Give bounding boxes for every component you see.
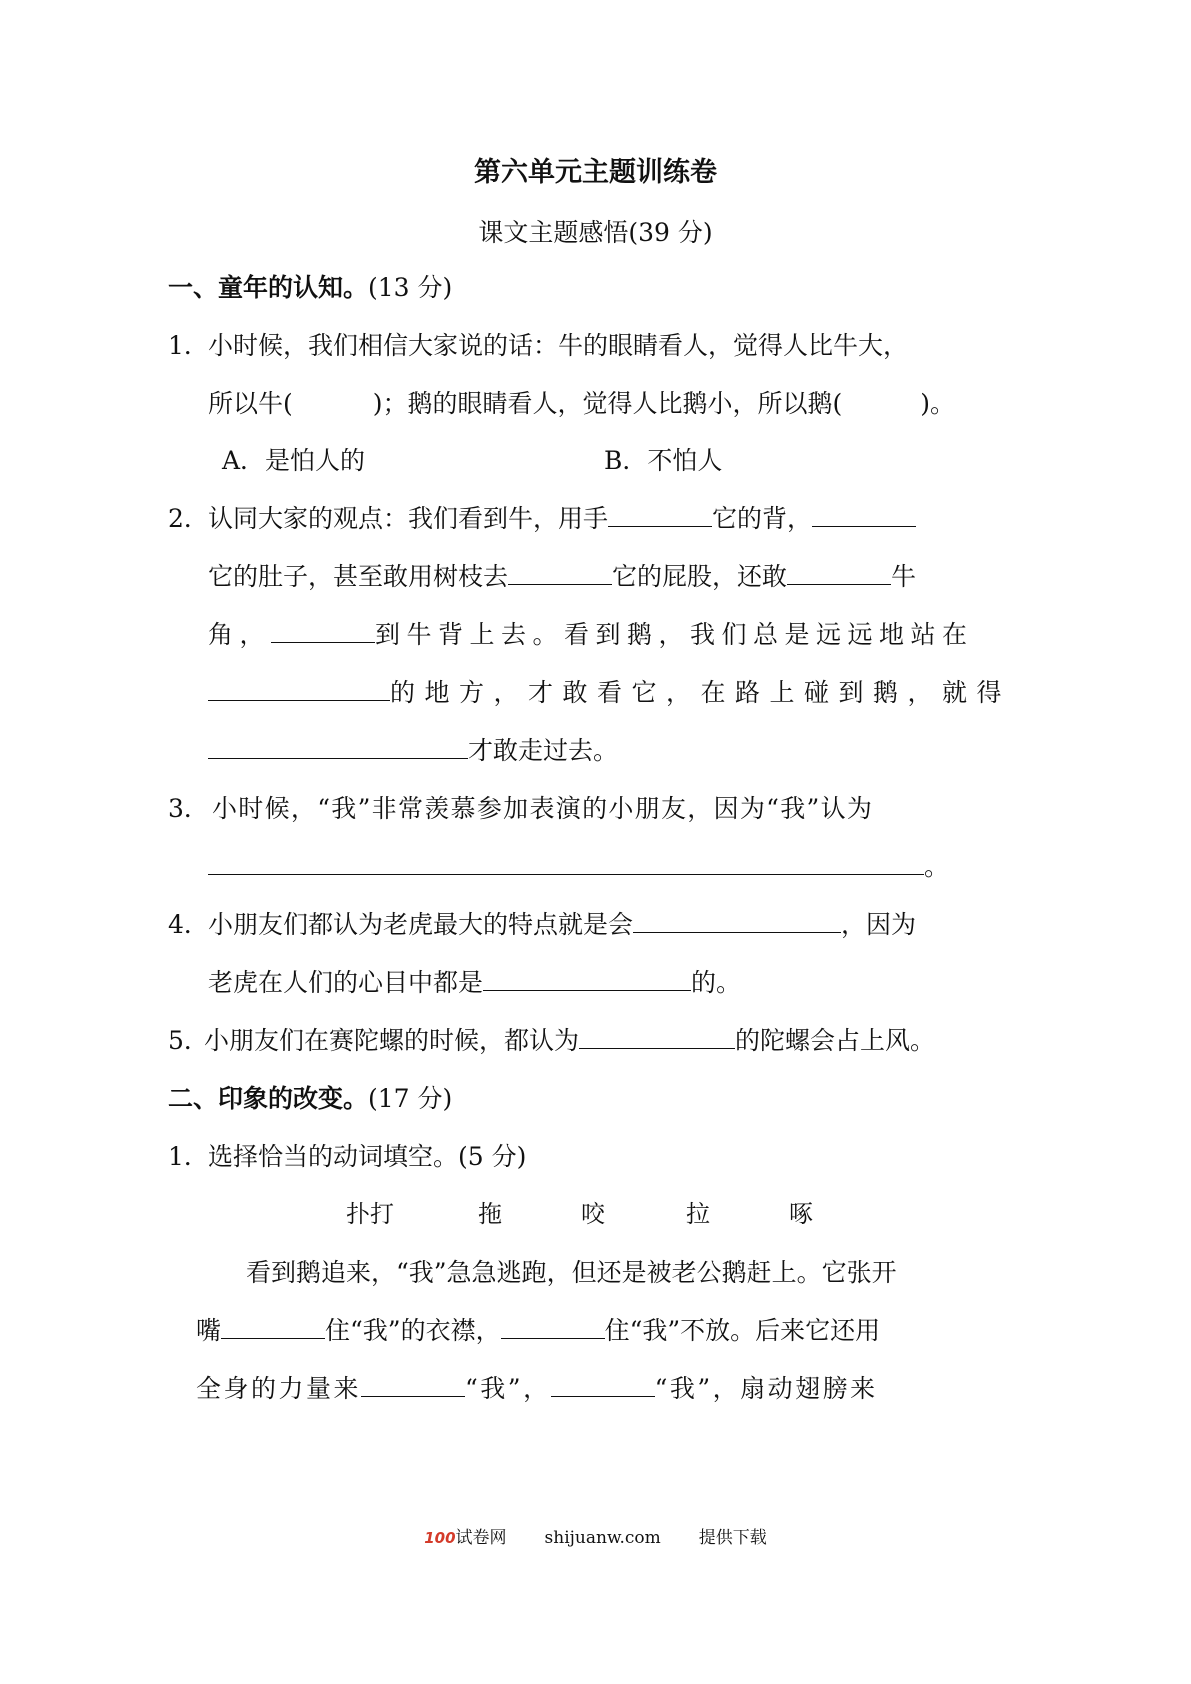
q2-blank-6[interactable] xyxy=(208,676,390,701)
section-1-title: 一、童年的认知。 xyxy=(168,273,369,302)
passage-line1: 看到鹅追来，“我”急急逃跑，但还是被老公鹅赶上。它张开 xyxy=(246,1258,897,1287)
q5-line xyxy=(204,1021,935,1057)
q2-blank-7[interactable] xyxy=(208,734,468,759)
q4-blank-1[interactable] xyxy=(633,908,841,933)
word-bank-item: 拉 xyxy=(686,1200,710,1228)
word-bank-item: 扑打 xyxy=(346,1200,394,1228)
q5-text: 的陀螺会占上风。 xyxy=(735,1026,936,1055)
q1-line2-part-a: 所以牛( xyxy=(208,389,293,418)
section-2-title: 二、印象的改变。 xyxy=(168,1084,369,1113)
q2-line1 xyxy=(208,499,916,535)
passage-blank-2[interactable] xyxy=(501,1314,605,1339)
q2-blank-5[interactable] xyxy=(271,618,375,643)
q2-line3 xyxy=(208,615,974,651)
q3-number: 3． xyxy=(168,794,209,823)
q4-blank-2[interactable] xyxy=(483,966,691,991)
q3-line2 xyxy=(208,847,949,883)
passage-text: 全身的力量来 xyxy=(196,1374,362,1403)
q2-number: 2． xyxy=(168,504,209,533)
section-2-heading xyxy=(168,1079,452,1115)
q4-line1 xyxy=(208,905,916,941)
word-bank-item: 啄 xyxy=(789,1200,813,1228)
q2-text: 它的肚子，甚至敢用树枝去 xyxy=(208,562,509,591)
word-bank-item: 咬 xyxy=(581,1200,605,1228)
q1-line2 xyxy=(208,384,955,420)
site-logo: 100 xyxy=(424,1529,456,1547)
passage-text: “我”，扇动翅膀来 xyxy=(654,1374,878,1403)
footer-tagline: 提供下载 xyxy=(698,1528,767,1548)
section-2-points: (17 分) xyxy=(368,1084,453,1113)
q1-option-a: A．是怕人的 xyxy=(222,446,366,475)
q1-option-b: B．不怕人 xyxy=(604,446,723,475)
s2-q1-text: 选择恰当的动词填空。(5 分) xyxy=(208,1142,527,1171)
q4-text: 老虎在人们的心目中都是 xyxy=(208,968,484,997)
q4-text: ，因为 xyxy=(841,910,917,939)
passage-text: 住“我”不放。后来它还用 xyxy=(604,1316,881,1345)
q1-line2-part-c: )。 xyxy=(920,389,956,418)
q2-text: 牛 xyxy=(891,562,917,591)
q4-text: 小朋友们都认为老虎最大的特点就是会 xyxy=(208,910,634,939)
q2-blank-4[interactable] xyxy=(787,560,891,585)
passage-line3 xyxy=(196,1369,878,1405)
q2-line5 xyxy=(208,731,618,767)
q2-blank-1[interactable] xyxy=(608,502,712,527)
page-footer xyxy=(0,1523,1191,1548)
section-1-points: (13 分) xyxy=(368,273,453,302)
q4-line2 xyxy=(208,963,741,999)
word-bank xyxy=(0,1194,1191,1228)
q2-text: 它的屁股，还敢 xyxy=(612,562,788,591)
s2-q1-number: 1． xyxy=(168,1142,209,1171)
section-1-heading xyxy=(168,268,452,304)
site-domain: shijuanw.com xyxy=(544,1528,661,1548)
q3-line1: 小时候，“我”非常羡慕参加表演的小朋友，因为“我”认为 xyxy=(212,794,874,823)
q1-line1: 小时候，我们相信大家说的话：牛的眼睛看人，觉得人比牛大， xyxy=(208,331,909,360)
q5-text: 小朋友们在赛陀螺的时候，都认为 xyxy=(204,1026,580,1055)
q4-text: 的。 xyxy=(691,968,742,997)
q3-answer-blank[interactable] xyxy=(208,850,924,875)
q2-text: 才敢走过去。 xyxy=(468,736,619,765)
q2-blank-2[interactable] xyxy=(812,502,916,527)
q2-text: 它的背， xyxy=(712,504,813,533)
q2-text: 认同大家的观点：我们看到牛，用手 xyxy=(208,504,609,533)
q3-period: 。 xyxy=(924,852,950,881)
q2-text: 到牛背上去。看到鹅，我们总是远远地站在 xyxy=(375,620,974,649)
q2-blank-3[interactable] xyxy=(508,560,612,585)
q1-line2-part-b: )；鹅的眼睛看人，觉得人比鹅小，所以鹅( xyxy=(372,389,843,418)
q4-number: 4． xyxy=(168,910,209,939)
q5-blank[interactable] xyxy=(579,1024,735,1049)
passage-text: 住“我”的衣襟， xyxy=(325,1316,501,1345)
q2-line2 xyxy=(208,557,916,593)
site-name: 试卷网 xyxy=(455,1528,507,1548)
q2-text: 的地方，才敢看它，在路上碰到鹅，就得 xyxy=(390,678,1012,707)
passage-blank-4[interactable] xyxy=(551,1372,655,1397)
q2-text: 角， xyxy=(208,620,272,649)
passage-line2 xyxy=(196,1311,880,1347)
page-title: 第六单元主题训练卷 xyxy=(474,157,717,188)
q2-line4 xyxy=(208,673,1011,709)
passage-blank-1[interactable] xyxy=(221,1314,325,1339)
q1-number: 1． xyxy=(168,331,209,360)
word-bank-item: 拖 xyxy=(478,1200,502,1228)
passage-text: “我”， xyxy=(465,1374,551,1403)
passage-blank-3[interactable] xyxy=(361,1372,465,1397)
q5-number: 5． xyxy=(168,1026,209,1055)
passage-text: 嘴 xyxy=(196,1316,222,1345)
page-subtitle: 课文主题感悟(39 分) xyxy=(478,218,713,247)
